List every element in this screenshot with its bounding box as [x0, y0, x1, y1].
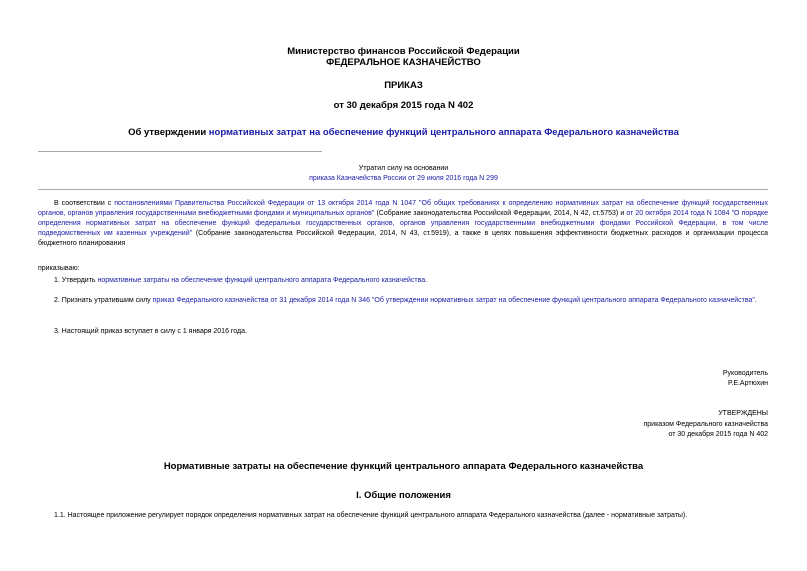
status-text: Утратил силу на основании — [358, 165, 449, 172]
item-text: . — [754, 297, 757, 304]
approval-line-1: УТВЕРЖДЕНЫ — [718, 410, 768, 417]
item-1-link[interactable]: нормативные затраты на обеспечение функций центрального аппарата Федерального казначейства — [97, 277, 426, 284]
approval-line-3: от 30 декабря 2015 года N 402 — [668, 431, 768, 438]
divider — [38, 151, 322, 152]
agency-heading: ФЕДЕРАЛЬНОЕ КАЗНАЧЕЙСТВО — [326, 57, 481, 68]
preamble-link-1084[interactable]: от 20 октября 2014 года N 1084 "О порядке определения нормативных затрат на обеспечение функций федеральных государственных органов, органов управления государственными внебюджетными фондами Российской Федерации, в том числе подведомственных им казенных учреждений" — [38, 210, 768, 237]
divider — [38, 189, 768, 190]
approval-line-2: приказом Федерального казначейства — [643, 421, 768, 428]
signature-role: Руководитель — [722, 370, 768, 377]
preamble-link-1047[interactable]: постановлениями Правительства Российской Федерации от 13 октября 2014 года N 1047 "Об общих требованиях к определению нормативных затрат на обеспечение функций государственных органов, органов управления государственными внебюджетными фондами и муниципальных органов" — [38, 200, 768, 217]
order-word: приказываю: — [38, 265, 80, 272]
preamble-text: (Собрание законодательства Российской Федерации, 2014, N 42, ст.5753) и — [374, 210, 627, 217]
section-paragraph: 1.1. Настоящее приложение регулирует порядок определения нормативных затрат на обеспечение функций центрального аппарата Федерального казначейства (далее - нормативные затраты). — [54, 512, 688, 519]
title-link[interactable]: нормативных затрат на обеспечение функций центрального аппарата Федерального казначейства — [208, 127, 679, 138]
section-title: I. Общие положения — [356, 490, 451, 501]
item-2 — [38, 296, 768, 306]
title-prefix: Об утверждении — [128, 127, 209, 138]
item-text: 1. Утвердить — [54, 277, 98, 284]
doc-type-heading: ПРИКАЗ — [384, 80, 423, 91]
item-1 — [54, 276, 768, 286]
preamble-paragraph — [38, 199, 768, 249]
preamble-text: (Собрание законодательства Российской Федерации, 2014, N 43, ст.5919), а также в целях повышения эффективности бюджетных расходов и организации процесса бюджетного планирования — [38, 230, 768, 247]
ministry-heading: Министерство финансов Российской Федерации — [287, 46, 520, 57]
doc-date-heading: от 30 декабря 2015 года N 402 — [333, 100, 474, 111]
item-3: 3. Настоящий приказ вступает в силу с 1 января 2016 года. — [54, 328, 247, 335]
document-title — [0, 127, 807, 139]
item-text: . — [425, 277, 428, 284]
signature-name: Р.Е.Артюхин — [728, 380, 768, 387]
preamble-text: В соответствии с — [54, 200, 115, 207]
annex-title: Нормативные затраты на обеспечение функций центрального аппарата Федерального казначейства — [163, 461, 644, 472]
item-text: 2. Признать утратившим силу — [54, 297, 153, 304]
item-2-link[interactable]: приказ Федерального казначейства от 31 декабря 2014 года N 346 "Об утверждении нормативных затрат на обеспечение функций центрального аппарата Федерального казначейства" — [152, 297, 755, 304]
status-link[interactable]: приказа Казначейства России от 29 июля 2016 года N 299 — [309, 175, 498, 182]
